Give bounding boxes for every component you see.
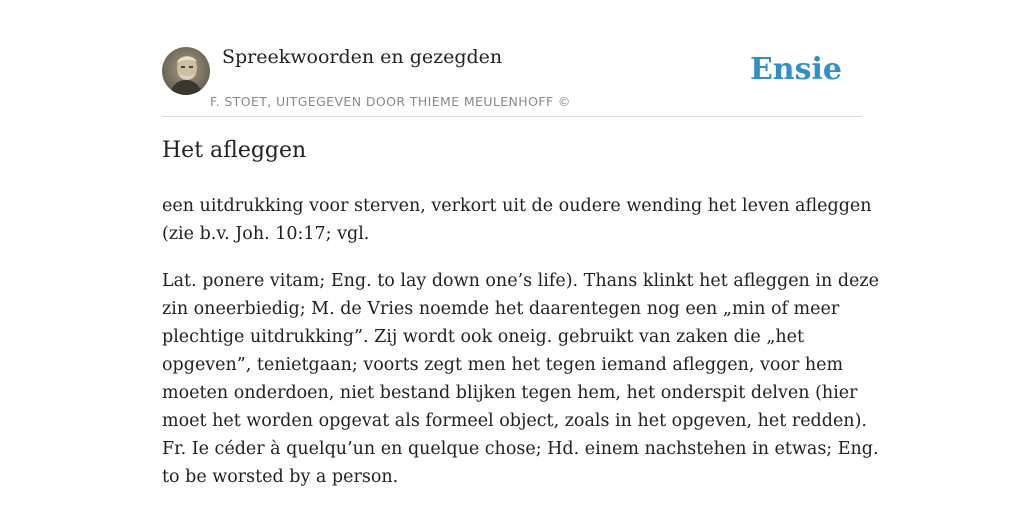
entry-card (162, 0, 879, 512)
source-header (162, 44, 862, 117)
entry-term: Het afleggen (162, 138, 307, 163)
text-line: opgeven”, tenietgaan; voorts zegt men het tegen iemand afleggen, voor hem (162, 355, 844, 375)
text-line: zin oneerbiedig; M. de Vries noemde het daarentegen nog een „min of meer (162, 299, 840, 319)
source-credit: F. STOET, UITGEGEVEN DOOR THIEME MEULENHOFF © (210, 94, 571, 109)
brand-logo[interactable]: Ensie (749, 52, 842, 87)
text-line: moet het worden opgevat als formeel object, zoals in het opgeven, het redden). (162, 411, 867, 431)
text-line: een uitdrukking voor sterven, verkort uit de oudere wending het leven afleggen (162, 196, 872, 216)
author-portrait-icon (162, 47, 210, 95)
text-line: Fr. Ie céder à quelqu’un en quelque chose; Hd. einem nachstehen in etwas; Eng. (162, 439, 879, 459)
text-line: (zie b.v. Joh. 10:17; vgl. (162, 224, 370, 244)
definition-paragraph (162, 192, 872, 248)
text-line: to be worsted by a person. (162, 467, 399, 487)
text-line: Lat. ponere vitam; Eng. to lay down one’s life). Thans klinkt het afleggen in deze (162, 271, 879, 291)
definition-paragraph (162, 267, 879, 491)
source-title[interactable]: Spreekwoorden en gezegden (222, 46, 503, 68)
text-line: moeten onderdoen, niet bestand blijken tegen hem, het onderspit delven (hier (162, 383, 858, 403)
text-line: plechtige uitdrukking”. Zij wordt ook oneig. gebruikt van zaken die „het (162, 327, 805, 347)
